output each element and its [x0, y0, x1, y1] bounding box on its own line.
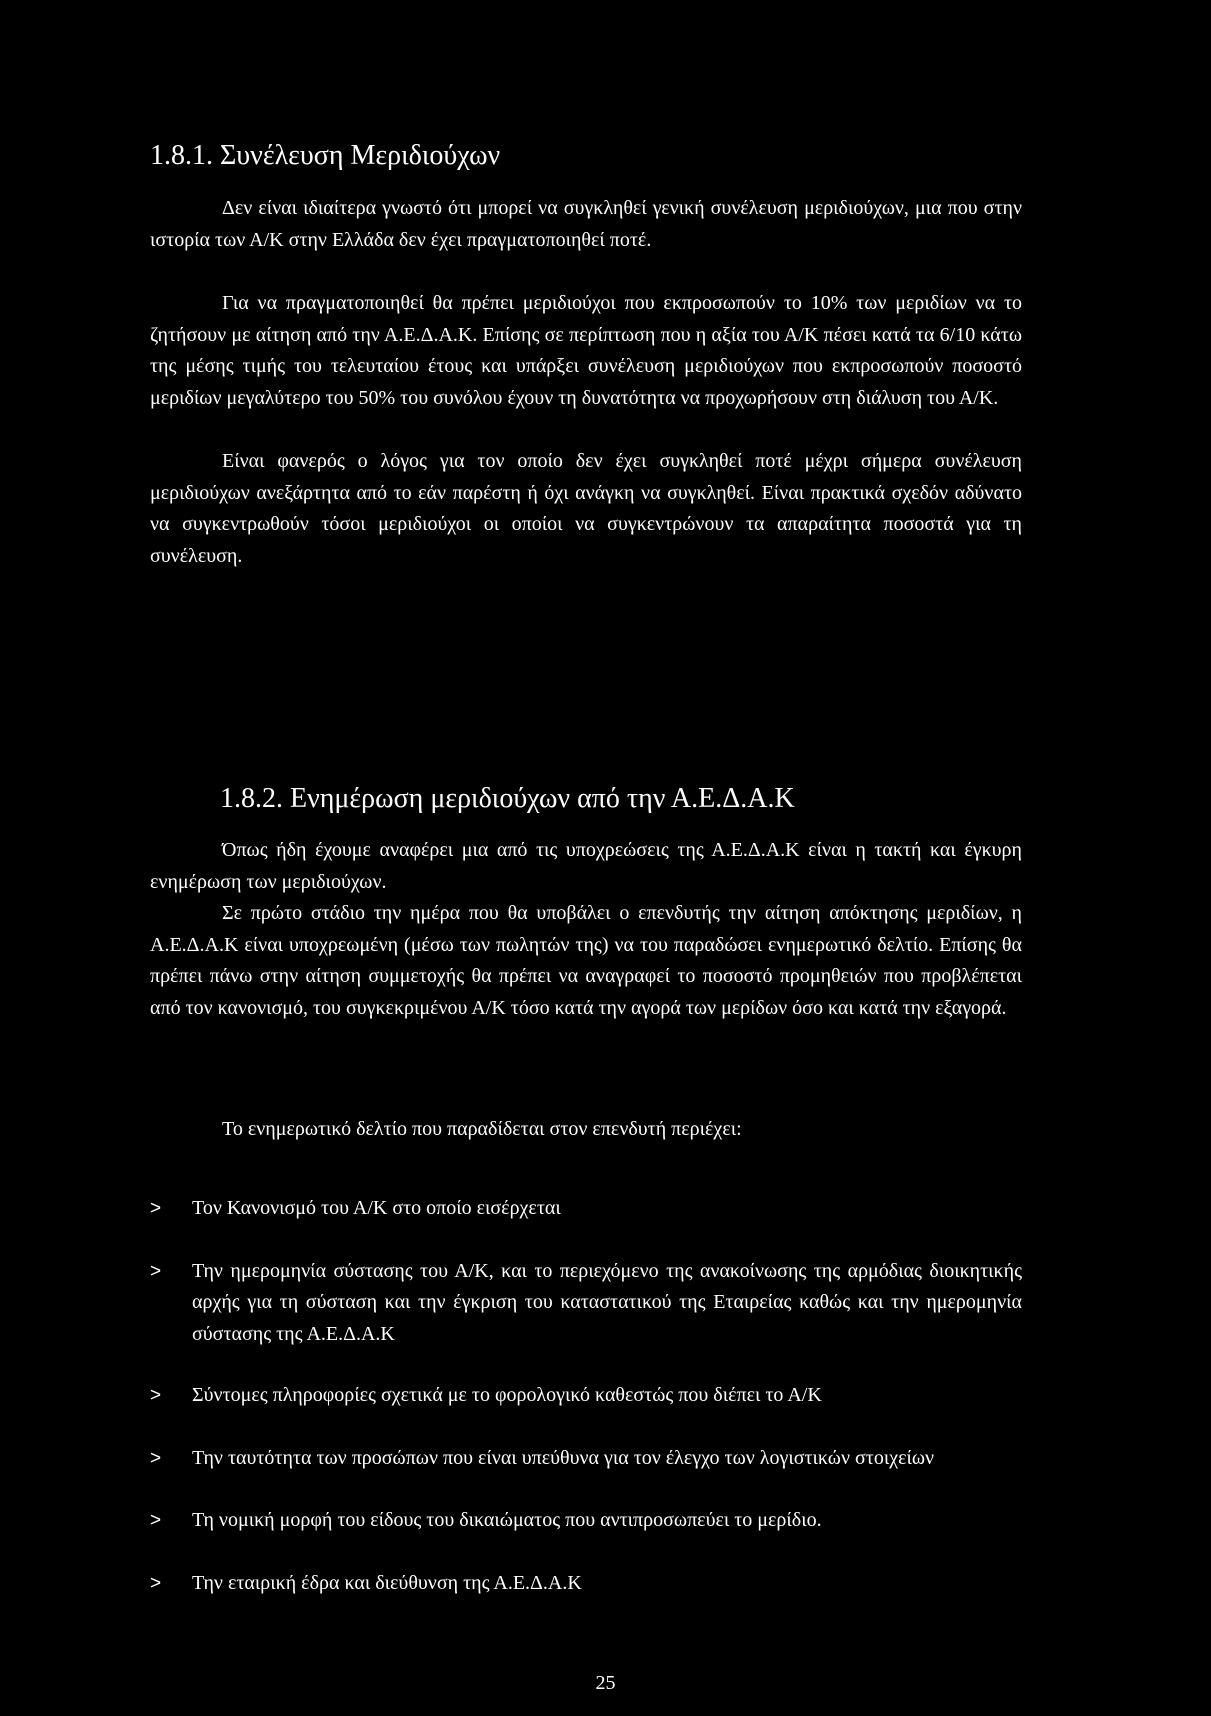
bullet-marker: >: [150, 1510, 162, 1531]
contents-list: [150, 1193, 1022, 1630]
list-item: > Σύντομες πληροφορίες σχετικά με το φορολογικό καθεστώς που διέπει το Α/Κ: [150, 1380, 1022, 1412]
bullet-marker: >: [150, 1198, 162, 1219]
paragraph-5: Σε πρώτο στάδιο την ημέρα που θα υποβάλει ο επενδυτής την αίτηση απόκτησης μεριδίων, η Α.Ε.Δ.Α.Κ είναι υποχρεωμένη (μέσω των πωλητών της) να του παραδώσει ενημερωτικό δελτίο. Επίσης θα πρέπει πάνω στην αίτηση συμμετοχής θα πρέπει να αναγραφεί το ποσοστό προμηθειών που προβλέπεται από τον κανονισμό, του συγκεκριμένου Α/Κ τόσο κατά την αγορά των μερίδων όσο και κατά την εξαγορά.: [150, 902, 1022, 1019]
paragraph-3: Είναι φανερός ο λόγος για τον οποίο δεν έχει συγκληθεί ποτέ μέχρι σήμερα συνέλευση μεριδιούχων ανεξάρτητα από το εάν παρέστη ή όχι ανάγκη να συγκληθεί. Είναι πρακτικά σχεδόν αδύνατο να συγκεντρωθούν τόσοι μεριδιούχοι οι οποίοι να συγκεντρώνουν τα απαραίτητα ποσοστά για τη συνέλευση.: [150, 450, 1022, 567]
list-item: > Τον Κανονισμό του Α/Κ στο οποίο εισέρχεται: [150, 1193, 1022, 1225]
page-number: 25: [595, 1672, 616, 1694]
bullet-marker: >: [150, 1385, 162, 1406]
bullet-marker: >: [150, 1572, 162, 1594]
section-heading-2: 1.8.2. Ενημέρωση μεριδιούχων από την Α.Ε.Δ.Α.Κ: [220, 783, 795, 814]
bullet-marker: >: [150, 1260, 162, 1282]
list-item: > Την ταυτότητα των προσώπων που είναι υπεύθυνα για τον έλεγχο των λογιστικών στοιχείων: [150, 1443, 1022, 1475]
list-item: > Την εταιρική έδρα και διεύθυνση της Α.Ε.Δ.Α.Κ: [150, 1568, 1022, 1600]
paragraph-1: Δεν είναι ιδιαίτερα γνωστό ότι μπορεί να συγκληθεί γενική συνέλευση μεριδιούχων, μια που στην ιστορία των Α/Κ στην Ελλάδα δεν έχει πραγματοποιηθεί ποτέ.: [150, 197, 1022, 251]
paragraph-2: Για να πραγματοποιηθεί θα πρέπει μεριδιούχοι που εκπροσωπούν το 10% των μεριδίων να το ζητήσουν με αίτηση από την Α.Ε.Δ.Α.Κ. Επίσης σε περίπτωση που η αξία του Α/Κ πέσει κατά τα 6/10 κάτω της μέσης τιμής του τελευταίου έτους και υπάρξει συνέλευση μεριδιούχων που εκπροσωπούν ποσοστό μεριδίων μεγαλύτερο του 50% του συνόλου έχουν τη δυνατότητα να προχωρήσουν στη διάλυση του Α/Κ.: [150, 292, 1022, 409]
bullet-marker: >: [150, 1447, 162, 1469]
list-item: > Την ημερομηνία σύστασης του Α/Κ, και το περιεχόμενο της ανακοίνωσης της αρμόδιας διοικητικής αρχής για τη σύσταση και την έγκριση του καταστατικού της Εταιρείας καθώς και την ημερομηνία σύστασης της Α.Ε.Δ.Α.Κ: [150, 1256, 1022, 1351]
list-item: > Τη νομική μορφή του είδους του δικαιώματος που αντιπροσωπεύει το μερίδιο.: [150, 1505, 1022, 1537]
section-heading-1: 1.8.1. Συνέλευση Μεριδιούχων: [150, 140, 501, 171]
paragraph-4: Όπως ήδη έχουμε αναφέρει μια από τις υποχρεώσεις της Α.Ε.Δ.Α.Κ είναι η τακτή και έγκυρη ενημέρωση των μεριδιούχων.: [150, 839, 1022, 893]
paragraph-6: Το ενημερωτικό δελτίο που παραδίδεται στον επενδυτή περιέχει:: [222, 1118, 742, 1140]
